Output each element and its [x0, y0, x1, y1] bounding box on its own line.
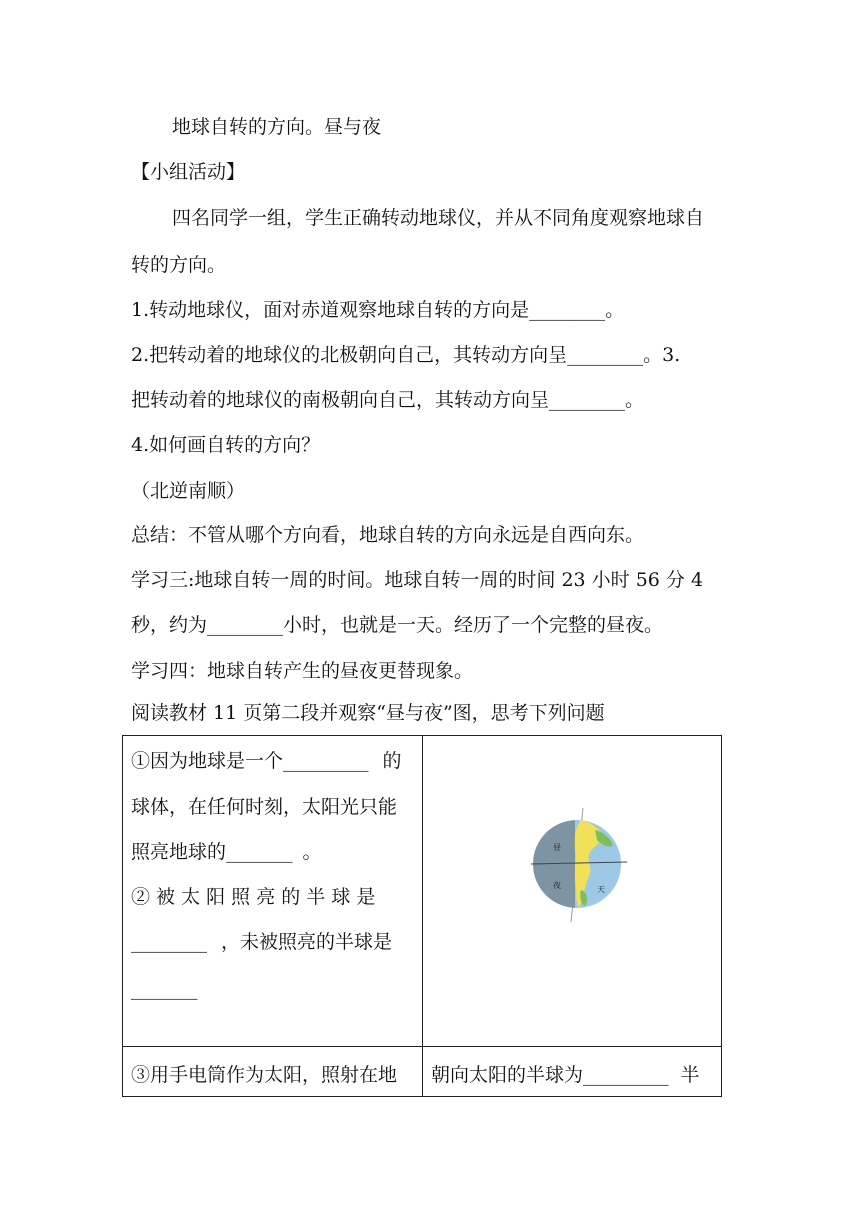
- question-1-blank[interactable]: ________: [529, 299, 606, 321]
- cell1-blank-part[interactable]: _______: [226, 841, 293, 863]
- question-1-end: 。: [605, 299, 625, 321]
- question-1: [131, 297, 624, 323]
- day-night-globe-image: [531, 806, 631, 926]
- cell4-blank[interactable]: _________: [583, 1064, 669, 1086]
- globe-illustration: [531, 806, 631, 926]
- cell1-line2: 球体，在任何时刻，太阳光只能: [131, 796, 398, 818]
- cell1-end: 的: [382, 750, 402, 772]
- cell1-text: 照亮地球的: [131, 841, 227, 863]
- night-shade: [531, 806, 575, 926]
- globe-label-day: 天: [597, 885, 605, 894]
- question-2-end: 。3.: [643, 344, 681, 366]
- question-2-text: 2.把转动着的地球仪的北极朝向自己，其转动方向呈: [131, 344, 568, 366]
- cell4-text: 朝向太阳的半球为: [431, 1064, 584, 1086]
- question-2: [131, 342, 680, 368]
- cell1-blank-shape[interactable]: _________: [283, 750, 369, 772]
- cell1-line5: [131, 929, 392, 955]
- summary-text: 总结：不管从哪个方向看，地球自转的方向永远是自西向东。: [131, 524, 645, 546]
- question-3: [131, 387, 644, 413]
- question-table: [122, 735, 722, 1097]
- cell1-text: ①因为地球是一个: [131, 750, 284, 772]
- study-3-blank[interactable]: ________: [207, 614, 284, 636]
- globe-label-night: 夜: [553, 881, 561, 890]
- cell1-text: ，未被照亮的半球是: [221, 931, 393, 953]
- study-3-end: 小时，也就是一天。经历了一个完整的昼夜。: [283, 614, 664, 636]
- question-2-blank[interactable]: ________: [567, 344, 644, 366]
- cell1-line1: [131, 748, 402, 774]
- group-activity-label: 【小组活动】: [131, 161, 246, 183]
- study-3-line1: 学习三:地球自转一周的时间。地球自转一周的时间 23 小时 56 分 4: [131, 569, 704, 591]
- study-3-line2: [131, 612, 663, 638]
- cell1-blank-unlit[interactable]: _______: [131, 978, 198, 1000]
- cell1-end: 。: [302, 841, 322, 863]
- cell1-line4: ② 被 太 阳 照 亮 的 半 球 是: [131, 886, 376, 908]
- intro-paragraph-line1: 四名同学一组，学生正确转动地球仪，并从不同角度观察地球自: [172, 207, 705, 229]
- study-4-heading: 学习四：地球自转产生的昼夜更替现象。: [131, 660, 474, 682]
- hint-text: （北逆南顺）: [131, 480, 246, 502]
- cell4-line: [431, 1062, 700, 1088]
- question-3-end: 。: [625, 389, 645, 411]
- cell4-end: 半: [680, 1064, 700, 1086]
- cell1-blank-lit[interactable]: ________: [131, 931, 207, 953]
- cell1-line3: [131, 839, 322, 865]
- section-heading: 地球自转的方向。昼与夜: [172, 116, 382, 138]
- table-divider-horizontal: [123, 1046, 721, 1047]
- question-3-text: 把转动着的地球仪的南极朝向自己，其转动方向呈: [131, 389, 550, 411]
- cell3-text: ③用手电筒作为太阳，照射在地: [131, 1064, 398, 1086]
- question-3-blank[interactable]: ________: [549, 389, 626, 411]
- reading-instruction: 阅读教材 11 页第二段并观察“昼与夜”图，思考下列问题: [131, 702, 605, 724]
- intro-paragraph-line2: 转的方向。: [131, 254, 227, 276]
- study-3-text: 秒，约为: [131, 614, 208, 636]
- table-divider-vertical: [422, 736, 423, 1096]
- cell1-line6: [131, 976, 198, 1002]
- question-4: 4.如何画自转的方向？: [131, 434, 321, 456]
- question-1-text: 1.转动地球仪，面对赤道观察地球自转的方向是: [131, 299, 530, 321]
- globe-label-night-top: 昼: [553, 843, 561, 852]
